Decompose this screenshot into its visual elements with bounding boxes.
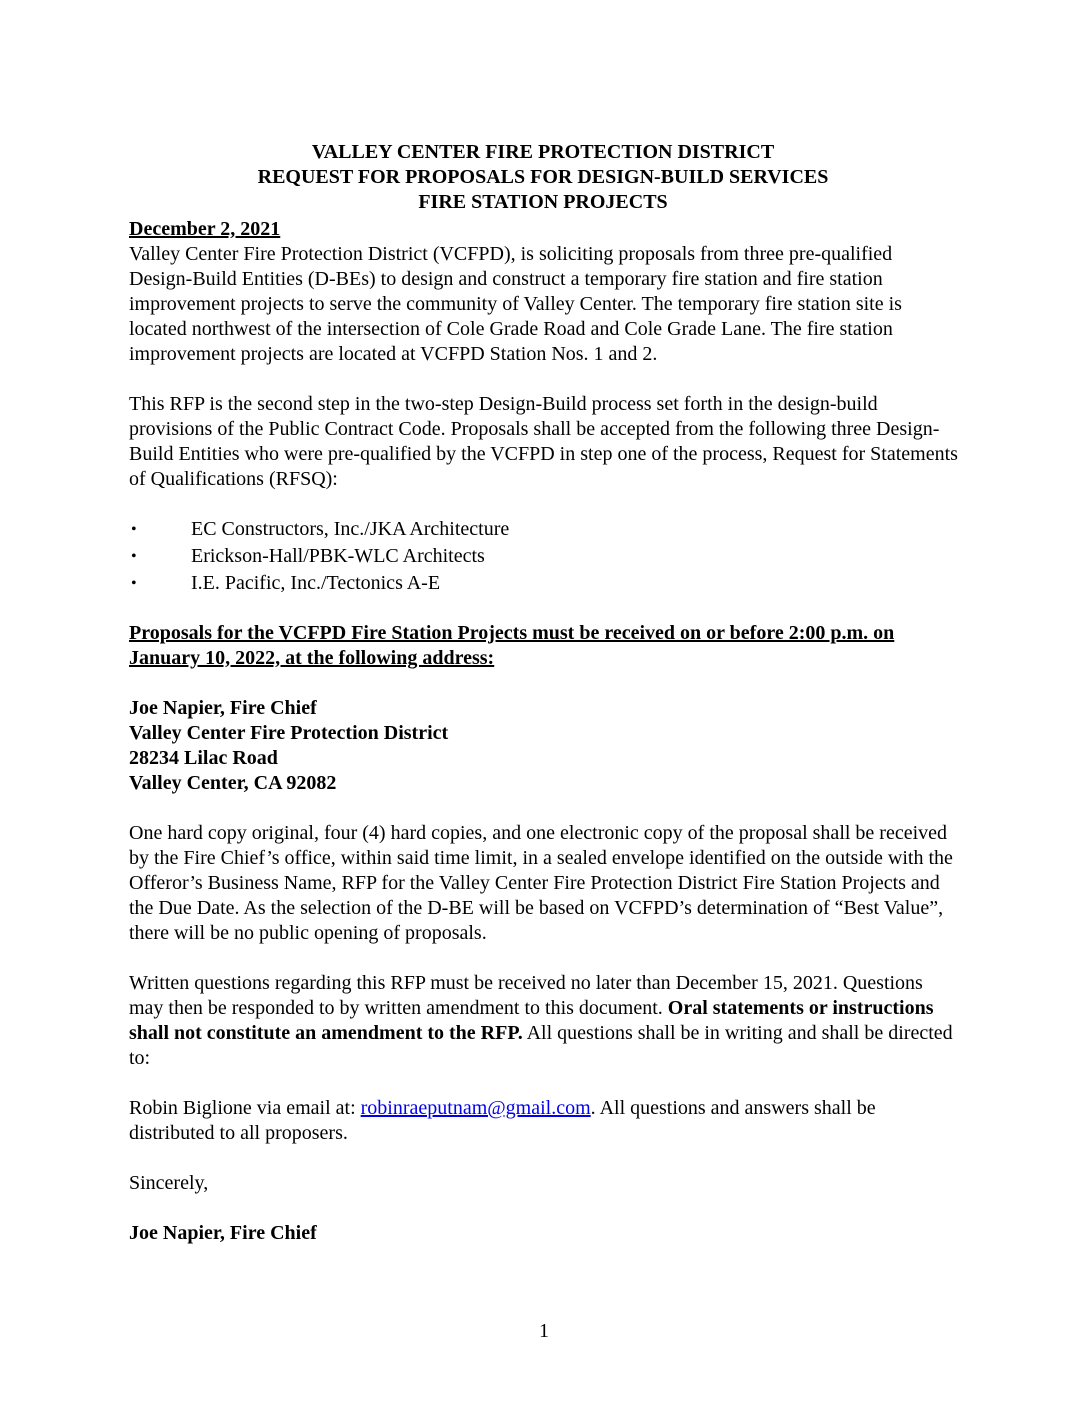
- questions-text-end: All questions shall be in writing and shall be directed to:: [129, 1022, 953, 1069]
- list-item: [129, 543, 959, 570]
- entity-name: Erickson-Hall/PBK-WLC Architects: [191, 545, 485, 567]
- intro-paragraph: Valley Center Fire Protection District (VCFPD), is soliciting proposals from three pre-qualified Design-Build Entities (D-BEs) to design and construct a temporary fire station and fire station improvement projects to serve the community of Valley Center. The temporary fire station site is located northwest of the intersection of Cole Grade Road and Cole Grade Lane. The fire station improvement projects are located at VCFPD Station Nos. 1 and 2.: [129, 243, 902, 365]
- closing: Sincerely,: [129, 1172, 209, 1194]
- questions-text: Written questions regarding this RFP must be received no later than December 15, 2021. Questions may then be responded to by written amendment to this document.: [129, 972, 923, 1019]
- letter-body: [129, 140, 959, 1196]
- entity-list: [129, 516, 959, 597]
- process-paragraph: This RFP is the second step in the two-step Design-Build process set forth in the design-build provisions of the Public Contract Code. Proposals shall be accepted from the following three Design-Build Entities who were pre-qualified by the VCFPD in step one of the process, Request for Statements of Qualifications (RFSQ):: [129, 393, 958, 490]
- signature-name: Joe Napier, Fire Chief: [129, 1222, 317, 1244]
- heading-project: FIRE STATION PROJECTS: [418, 191, 668, 213]
- deadline-notice: Proposals for the VCFPD Fire Station Projects must be received on or before 2:00 p.m. on January 10, 2022, at the following address:: [129, 622, 895, 669]
- bullet-icon: •: [131, 521, 137, 538]
- document-heading: [127, 140, 959, 215]
- address-street: 28234 Lilac Road: [129, 747, 278, 769]
- bullet-icon: •: [131, 575, 137, 592]
- entity-name: EC Constructors, Inc./JKA Architecture: [191, 518, 510, 540]
- entity-name: I.E. Pacific, Inc./Tectonics A-E: [191, 572, 441, 594]
- heading-district: VALLEY CENTER FIRE PROTECTION DISTRICT: [311, 141, 775, 163]
- bullet-icon: •: [131, 548, 137, 565]
- address-organization: Valley Center Fire Protection District: [129, 722, 449, 744]
- address-city: Valley Center, CA 92082: [129, 772, 337, 794]
- page-number: 1: [539, 1320, 549, 1342]
- address-recipient: Joe Napier, Fire Chief: [129, 697, 317, 719]
- letter-date: December 2, 2021: [129, 218, 281, 240]
- submission-paragraph: One hard copy original, four (4) hard copies, and one electronic copy of the proposal shall be received by the Fire Chief’s office, within said time limit, in a sealed envelope identified on the outside with the Offeror’s Business Name, RFP for the Valley Center Fire Protection District Fire Station Projects and the Due Date. As the selection of the D-BE will be based on VCFPD’s determination of “Best Value”, there will be no public opening of proposals.: [129, 822, 953, 944]
- list-item: [129, 516, 959, 543]
- contact-prefix: Robin Biglione via email at:: [129, 1097, 361, 1119]
- email-link[interactable]: robinraeputnam@gmail.com: [360, 1097, 591, 1119]
- questions-bold-notice: Oral statements or instructions shall not constitute an amendment to the RFP.: [129, 997, 934, 1044]
- questions-paragraph: [129, 971, 959, 1071]
- heading-rfp-title: REQUEST FOR PROPOSALS FOR DESIGN-BUILD SERVICES: [257, 166, 829, 188]
- list-item: [129, 570, 959, 597]
- contact-suffix: . All questions and answers shall be distributed to all proposers.: [129, 1097, 876, 1144]
- delivery-address: [129, 696, 959, 796]
- contact-paragraph: [129, 1096, 959, 1146]
